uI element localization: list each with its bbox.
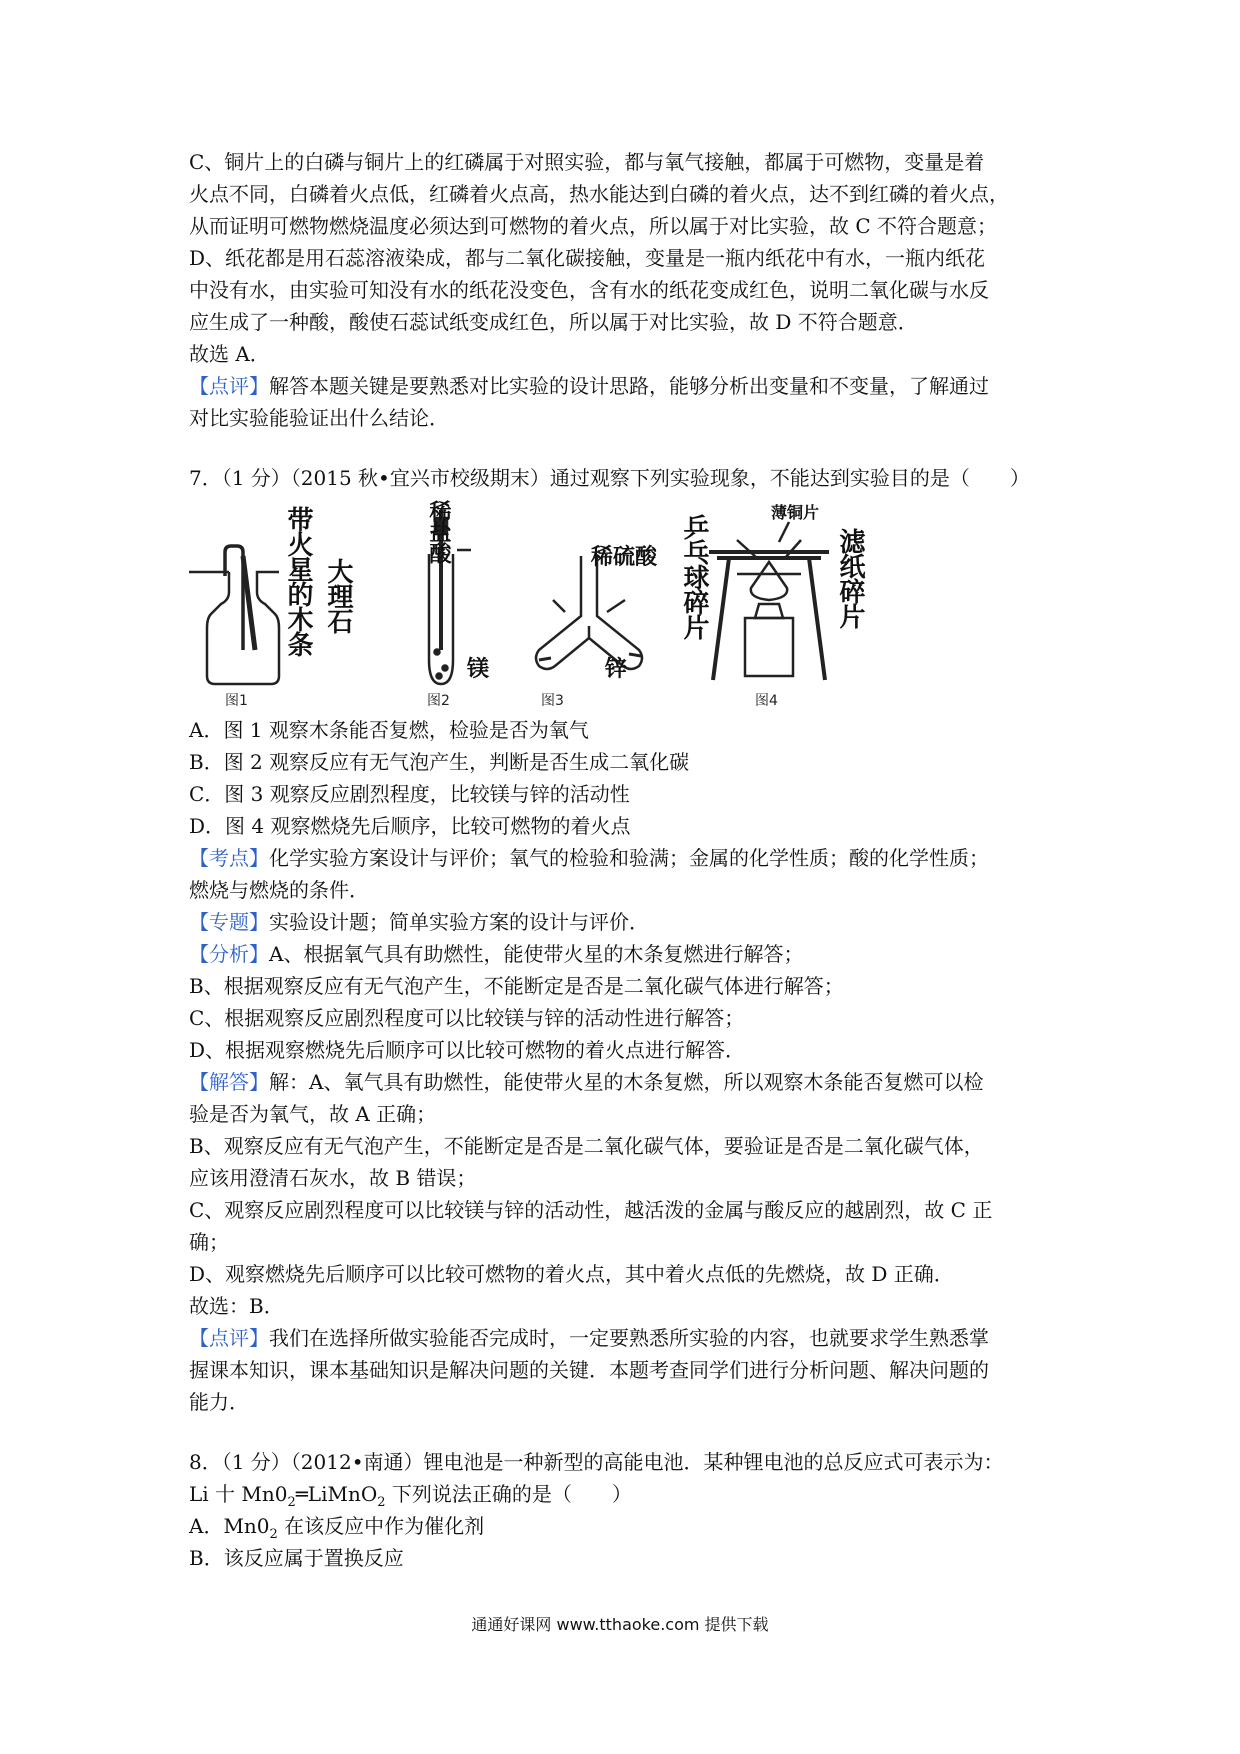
jieda-line bbox=[189, 1066, 1069, 1098]
option-part: 在该反应中作为催化剂 bbox=[277, 1514, 485, 1538]
fig3-caption: 图3 bbox=[541, 693, 564, 709]
text-line: D、观察燃烧先后顺序可以比较可燃物的着火点，其中着火点低的先燃烧，故 D 正确． bbox=[189, 1262, 954, 1286]
text-line: 中没有水，由实验可知没有水的纸花没变色，含有水的纸花变成红色，说明二氧化碳与水反 bbox=[189, 278, 989, 302]
option-b: B．该反应属于置换反应 bbox=[189, 1546, 404, 1570]
fig4-label-copper: 薄铜片 bbox=[771, 503, 820, 522]
option-d: D．图 4 观察燃烧先后顺序，比较可燃物的着火点 bbox=[189, 814, 631, 838]
kaodian-tag: 【考点】 bbox=[189, 846, 269, 870]
previous-answer-section bbox=[189, 146, 1069, 434]
text-line: 验是否为氧气，故 A 正确； bbox=[189, 1102, 437, 1126]
equation-line bbox=[189, 1478, 1069, 1510]
fig2-caption: 图2 bbox=[427, 693, 450, 709]
option-a bbox=[189, 1510, 1069, 1542]
option-part: A．Mn0 bbox=[189, 1514, 270, 1538]
jieda-tag: 【解答】 bbox=[189, 1070, 269, 1094]
jieda-text: 解：A、氧气具有助燃性，能使带火星的木条复燃，所以观察木条能否复燃可以检 bbox=[269, 1070, 984, 1094]
fig1-label: 带火星的木条 bbox=[283, 506, 313, 656]
text-line: B、观察反应有无气泡产生，不能断定是否是二氧化碳气体，要验证是否是二氧化碳气体， bbox=[189, 1134, 984, 1158]
kaodian-line bbox=[189, 842, 1069, 874]
review-text: 解答本题关键是要熟悉对比实验的设计思路，能够分析出变量和不变量，了解通过 bbox=[269, 374, 989, 398]
text-line: 从而证明可燃物燃烧温度必须达到可燃物的着火点，所以属于对比实验，故 C 不符合题意； bbox=[189, 214, 998, 238]
experiment-figures bbox=[189, 500, 1069, 710]
text-line: 能力． bbox=[189, 1390, 249, 1414]
equation-subscript: 2 bbox=[377, 1495, 386, 1510]
fenxi-line bbox=[189, 938, 1069, 970]
question-7 bbox=[189, 462, 1069, 1418]
page-content bbox=[189, 146, 1069, 1574]
zhuanti-text: 实验设计题；简单实验方案的设计与评价． bbox=[269, 910, 649, 934]
fig4-label-filter: 滤纸碎片 bbox=[835, 528, 865, 628]
text-line: C、铜片上的白磷与铜片上的红磷属于对照实验，都与氧气接触，都属于可燃物，变量是着 bbox=[189, 150, 985, 174]
text-line: 确； bbox=[189, 1230, 229, 1254]
page-footer: 通通好课网 www.tthaoke.com 提供下载 bbox=[471, 1615, 769, 1634]
fig4-label-pingpong: 乒乓球碎片 bbox=[679, 514, 709, 639]
fig2-label-marble: 大理石 bbox=[323, 558, 353, 633]
text-line: 应生成了一种酸，酸使石蕊试纸变成红色，所以属于对比实验，故 D 不符合题意． bbox=[189, 310, 918, 334]
fig3-label-zn: 锌 bbox=[605, 657, 628, 682]
spacer bbox=[189, 1418, 1069, 1446]
fenxi-tag: 【分析】 bbox=[189, 942, 269, 966]
zhuanti-line bbox=[189, 906, 1069, 938]
text-line: C、观察反应剧烈程度可以比较镁与锌的活动性，越活泼的金属与酸反应的越剧烈，故 C 正 bbox=[189, 1198, 993, 1222]
fig3-label-acid: 稀硫酸 bbox=[591, 545, 658, 570]
text-line: 故选 A． bbox=[189, 342, 270, 366]
option-c: C．图 3 观察反应剧烈程度，比较镁与锌的活动性 bbox=[189, 782, 630, 806]
fig1-caption: 图1 bbox=[225, 693, 248, 709]
review-line bbox=[189, 370, 1069, 402]
review-tag: 【点评】 bbox=[189, 374, 269, 398]
question-stem: 8．（1 分）（2012•南通）锂电池是一种新型的高能电池．某种锂电池的总反应式可表示为： bbox=[189, 1450, 1004, 1474]
option-b: B．图 2 观察反应有无气泡产生，判断是否生成二氧化碳 bbox=[189, 750, 690, 774]
question-8 bbox=[189, 1446, 1069, 1574]
text-line: 故选：B． bbox=[189, 1294, 284, 1318]
text-line: D、纸花都是用石蕊溶液染成，都与二氧化碳接触，变量是一瓶内纸花中有水，一瓶内纸花 bbox=[189, 246, 986, 270]
fenxi-text: A、根据氧气具有助燃性，能使带火星的木条复燃进行解答； bbox=[269, 942, 804, 966]
option-subscript: 2 bbox=[269, 1527, 278, 1542]
text-line: 握课本知识，课本基础知识是解决问题的关键．本题考查同学们进行分析问题、解决问题的 bbox=[189, 1358, 989, 1382]
kaodian-text: 化学实验方案设计与评价；氧气的检验和验满；金属的化学性质；酸的化学性质； bbox=[269, 846, 989, 870]
dianping-tag: 【点评】 bbox=[189, 1326, 269, 1350]
text-line: 燃烧与燃烧的条件． bbox=[189, 878, 369, 902]
equation-part: ═LiMnO bbox=[295, 1482, 378, 1506]
text-line: D、根据观察燃烧先后顺序可以比较可燃物的着火点进行解答． bbox=[189, 1038, 746, 1062]
equation-part: Li 十 Mn0 bbox=[189, 1482, 288, 1506]
option-a: A．图 1 观察木条能否复燃，检验是否为氧气 bbox=[189, 718, 589, 742]
equation-subscript: 2 bbox=[287, 1495, 296, 1510]
fig2-label-acid: 稀盐酸 bbox=[426, 500, 451, 563]
equation-part: 下列说法正确的是（ ） bbox=[385, 1482, 632, 1506]
fig4-caption: 图4 bbox=[755, 693, 778, 709]
spacer bbox=[189, 434, 1069, 462]
text-line: C、根据观察反应剧烈程度可以比较镁与锌的活动性进行解答； bbox=[189, 1006, 745, 1030]
text-line: 对比实验能验证出什么结论． bbox=[189, 406, 449, 430]
dianping-text: 我们在选择所做实验能否完成时，一定要熟悉所实验的内容，也就要求学生熟悉掌 bbox=[269, 1326, 989, 1350]
question-stem: 7．（1 分）（2015 秋•宜兴市校级期末）通过观察下列实验现象，不能达到实验目的是（ ） bbox=[189, 466, 1030, 490]
text-line: B、根据观察反应有无气泡产生，不能断定是否是二氧化碳气体进行解答； bbox=[189, 974, 844, 998]
text-line: 应该用澄清石灰水，故 B 错误； bbox=[189, 1166, 477, 1190]
text-line: 火点不同，白磷着火点低，红磷着火点高，热水能达到白磷的着火点，达不到红磷的着火点， bbox=[189, 182, 1009, 206]
dianping-line bbox=[189, 1322, 1069, 1354]
zhuanti-tag: 【专题】 bbox=[189, 910, 269, 934]
apparatus-drawing bbox=[189, 500, 1069, 710]
fig3-label-mg: 镁 bbox=[467, 657, 490, 682]
